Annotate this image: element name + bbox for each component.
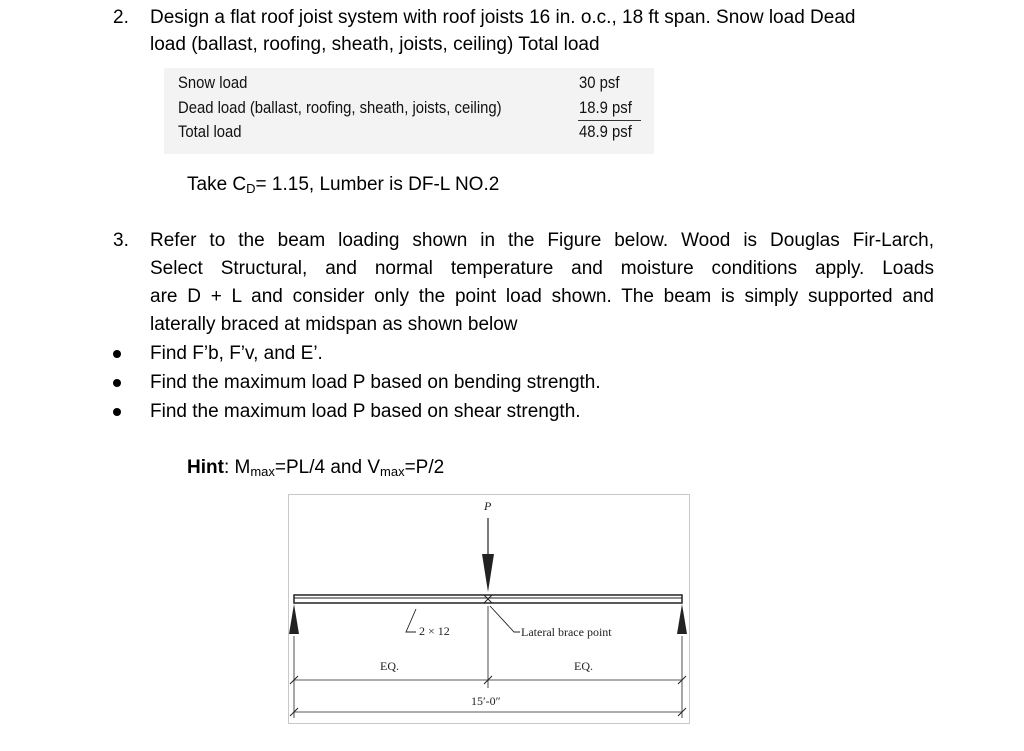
bullet-dot <box>113 408 121 416</box>
hint-end: =P/2 <box>404 457 445 478</box>
bullet-item-1: Find F’b, F’v, and E’. <box>150 343 323 364</box>
take-cd-rest: = 1.15, Lumber is DF-L NO.2 <box>255 174 500 195</box>
load-table-sum-rule <box>578 120 641 121</box>
hint-sub-max-2: max <box>380 464 405 479</box>
bullet-item-2: Find the maximum load P based on bending strength. <box>150 372 601 393</box>
load-table-label-dead: Dead load (ballast, roofing, sheath, joists, ceiling) <box>178 99 502 117</box>
take-cd-prefix: Take C <box>187 174 247 195</box>
problem-3-text-line-2: Select Structural, and normal temperature and moisture conditions apply. Loads <box>150 258 934 279</box>
problem-3-text-line-4: laterally braced at midspan as shown below <box>150 314 518 335</box>
load-table-label-total: Total load <box>178 123 242 141</box>
brace-leader <box>490 606 520 632</box>
take-cd-line <box>187 174 499 196</box>
problem-2-text-line-2: load (ballast, roofing, sheath, joists, ceiling) Total load <box>150 34 600 55</box>
hint-mid: =PL/4 and V <box>274 457 381 478</box>
member-label: 2 × 12 <box>419 624 450 638</box>
problem-3-text-line-3: are D + L and consider only the point load shown. The beam is simply supported and <box>150 286 934 307</box>
load-table-value-total: 48.9 psf <box>579 123 632 141</box>
load-arrow-head <box>482 554 494 592</box>
eq-right-label: EQ. <box>574 659 593 673</box>
right-support <box>677 604 687 634</box>
load-table-value-snow: 30 psf <box>579 74 620 92</box>
load-table-value-dead: 18.9 psf <box>579 99 632 117</box>
beam-figure <box>288 494 690 724</box>
problem-2-text-line-1: Design a flat roof joist system with roof joists 16 in. o.c., 18 ft span. Snow load Dead <box>150 7 856 28</box>
bullet-item-3: Find the maximum load P based on shear strength. <box>150 401 581 422</box>
span-label: 15′-0″ <box>471 694 501 708</box>
hint-label: Hint <box>187 457 224 478</box>
load-label: P <box>484 499 492 513</box>
member-leader <box>406 609 416 632</box>
load-table <box>164 68 654 154</box>
figure-frame <box>289 495 690 724</box>
problem-3-text-line-1: Refer to the beam loading shown in the Figure below. Wood is Douglas Fir-Larch, <box>150 230 934 251</box>
take-cd-subscript: D <box>246 181 256 196</box>
bullet-dot <box>113 350 121 358</box>
hint-sub-max-1: max <box>250 464 275 479</box>
hint-line <box>187 457 444 479</box>
load-table-label-snow: Snow load <box>178 74 248 92</box>
hint-colon-m: : M <box>223 457 251 478</box>
eq-left-label: EQ. <box>380 659 399 673</box>
problem-2-number: 2. <box>113 7 129 28</box>
problem-3-number: 3. <box>113 230 129 251</box>
brace-label: Lateral brace point <box>521 625 612 639</box>
bullet-dot <box>113 379 121 387</box>
left-support <box>289 604 299 634</box>
